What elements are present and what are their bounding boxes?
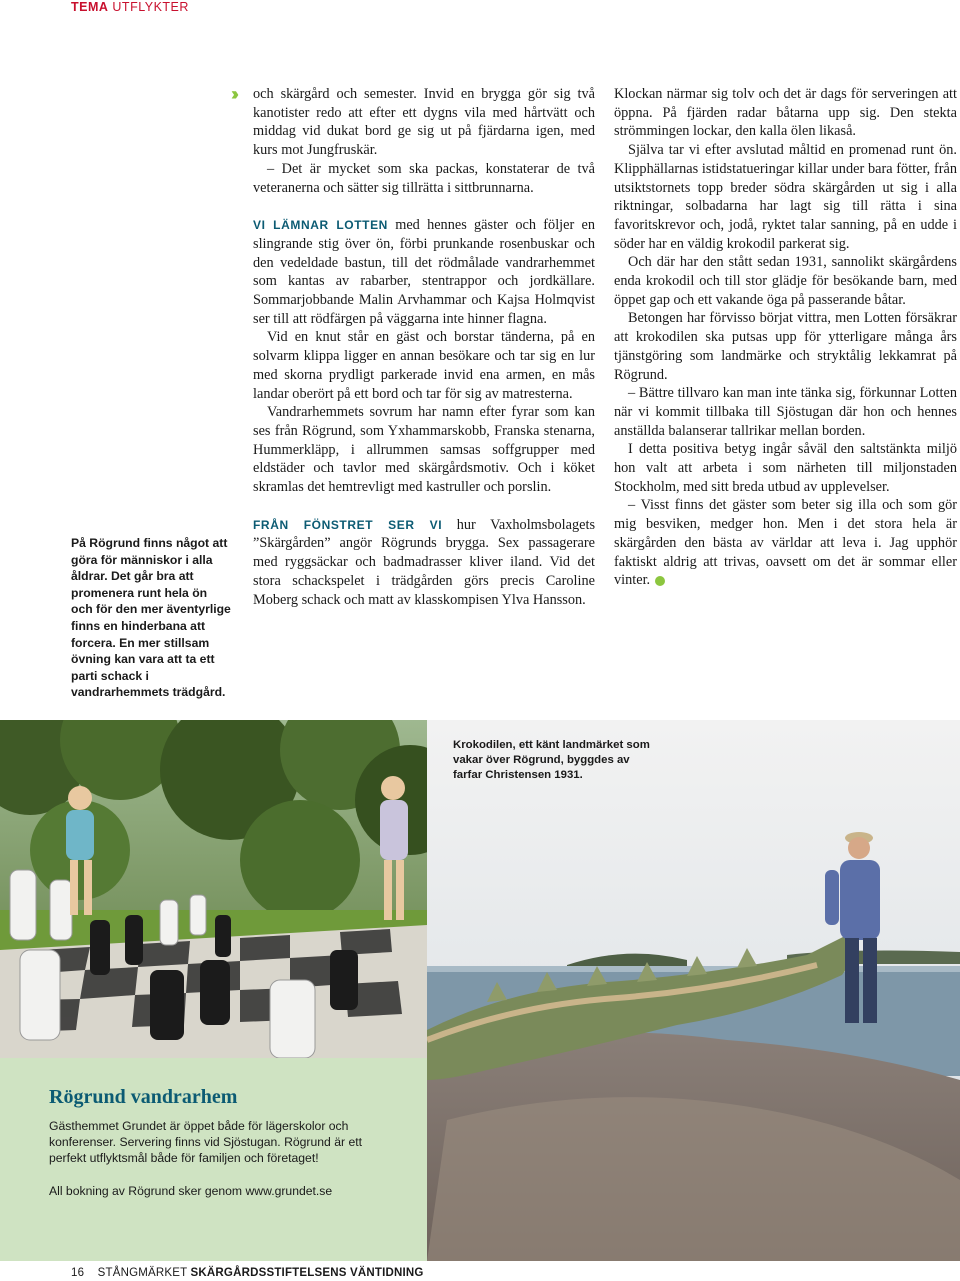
paragraph: – Visst finns det gäster som beter sig illa och som gör mig besviken, medger hon. Men i det stora hela är skärgården den bästa av världar att leva i. Jag upphör faktiskt aldrig att trivas, oavsett om det är sommar eller vinter. (614, 497, 957, 589)
info-box-title: Rögrund vandrarhem (49, 1086, 238, 1108)
subsection-label: UTFLYKTER (112, 0, 189, 14)
magazine-name: STÅNGMÄRKET (97, 1267, 188, 1279)
lead-in: FRÅN FÖNSTRET SER VI (253, 517, 443, 532)
lead-in: VI LÄMNAR LOTTEN (253, 218, 388, 233)
paragraph: FRÅN FÖNSTRET SER VI hur Vaxholmsbolagets ”Skärgården” angör Rögrunds brygga. Sex passagerare med ryggsäckar och badmadrasser kliver iland. Vid det stora schackspelet i trädgården görs precis Caroline Moberg schack och matt av klasskompisen Ylva Hansson. (253, 516, 596, 608)
paragraph: Och där har den stått sedan 1931, sannolikt skärgårdens enda krokodil och till stor glädje för besökande barn, med öppet gap och ett vakande öga på passerande båtar. (614, 254, 957, 308)
info-box-body: Gästhemmet Grundet är öppet både för lägerskolor och konferenser. Servering finns vid Sjöstugan. Rögrund är ett perfekt utflyktsmål både för familjen och företaget! (49, 1119, 362, 1166)
paragraph: Betongen har förvisso börjat vittra, men Lotten försäkrar att krokodilen ska putsas upp för ytterligare många års tjänstgöring som landmärke och stryktålig lekkamrat på Rögrund. (614, 310, 957, 383)
paragraph: – Det är mycket som ska packas, konstaterar de två veteranerna och sätter sig tillrätta i sittbrunnarna. (253, 160, 595, 196)
paragraph: VI LÄMNAR LOTTEN med hennes gäster och följer en slingrande stig över ön, förbi prunkande rosenbuskar och den vedeldade bastun, till det rödmålade vandrarhemmet som kantas av rabarber, stentrappor och jordkällare. Sommarjobbande Malin Arvhammar och Kajsa Holmqvist ser till att rödfärgen på väggarna inte hinner flagna. (253, 217, 596, 327)
section-label: TEMA (71, 0, 109, 14)
article-column-2 (614, 85, 957, 590)
page-number: 16 (71, 1267, 85, 1279)
paragraph: Vid en knut står en gäst och borstar tänderna, på en solvarm klippa ligger en annan besökare och tar sig en lur med skorna prydligt parkerade invid ena armen, en mås landar oberört på ett bord och tar för sig av matresterna. (253, 329, 595, 402)
publisher-name: SKÄRGÅRDSSTIFTELSENS VÄNTIDNING (190, 1267, 424, 1279)
paragraph: I detta positiva betyg ingår såväl den saltstänkta miljö hon valt att arbeta i som närheten till miljonstaden Stockholm, med sitt breda utbud av upplevelser. (614, 441, 957, 495)
paragraph: – Bättre tillvaro kan man inte tänka sig, förkunnar Lotten när vi kommit tillbaka till Sjöstugan där hon och hennes anställda balanserar tallrikar mellan borden. (614, 385, 957, 439)
photo-caption-chess: På Rögrund finns något att göra för människor i alla åldrar. Det går bra att promenera runt hela ön och för den mer äventyrlige finns en hinderbana att forcera. En mer stillsam övning kan vara att ta ett parti schack i vandrarhemmets trädgård. (71, 536, 231, 700)
page-footer (71, 1267, 424, 1279)
paragraph: Vandrarhemmets sovrum har namn efter fyrar som kan ses från Rögrund, som Yxhammarskobb, Franska stenarna, Hummerkläpp, i allrummen samsas soffgrupper med eldstäder och tavlor med skärgårdsmotiv. Och i köket skramlas det hemtrevligt med kastruller och porslin. (253, 404, 595, 496)
paragraph: och skärgård och semester. Invid en brygga gör sig två kanotister redo att efter ett dygns vila med hårtvätt och middag vid dukat bord ge sig ut på fjärdarna igen, med kurs mot Jungfruskär. (253, 86, 595, 159)
end-mark-icon (655, 576, 665, 586)
chess-photo (0, 720, 427, 1058)
photo-caption-crocodile: Krokodilen, ett känt landmärket som vakar över Rögrund, byggdes av farfar Christensen 1931. (453, 739, 650, 782)
info-box-booking: All bokning av Rögrund sker genom www.grundet.se (49, 1184, 333, 1198)
paragraph: Klockan närmar sig tolv och det är dags för serveringen att öppna. På fjärden radar båtarna upp sig. Den stekta strömmingen lockar, den kalla ölen likaså. (614, 86, 957, 140)
info-box (0, 1058, 427, 1261)
continuation-arrows-icon: ›› (231, 84, 235, 104)
paragraph: Själva tar vi efter avslutad måltid en promenad runt ön. Klipphällarnas istidstatueringar killar under bara fötter, från utsiktstornets topp breder södra skärgården ut sig i alla riktningar, solbadarna har lagt sig till rätta i sina favoritskrevor och, jodå, ryktet talar sanning, på en udde i söder har en väldig krokodil parkerat sig. (614, 142, 957, 252)
article-column-1 (253, 85, 595, 609)
page-header (71, 0, 189, 14)
crocodile-photo (427, 720, 960, 1261)
